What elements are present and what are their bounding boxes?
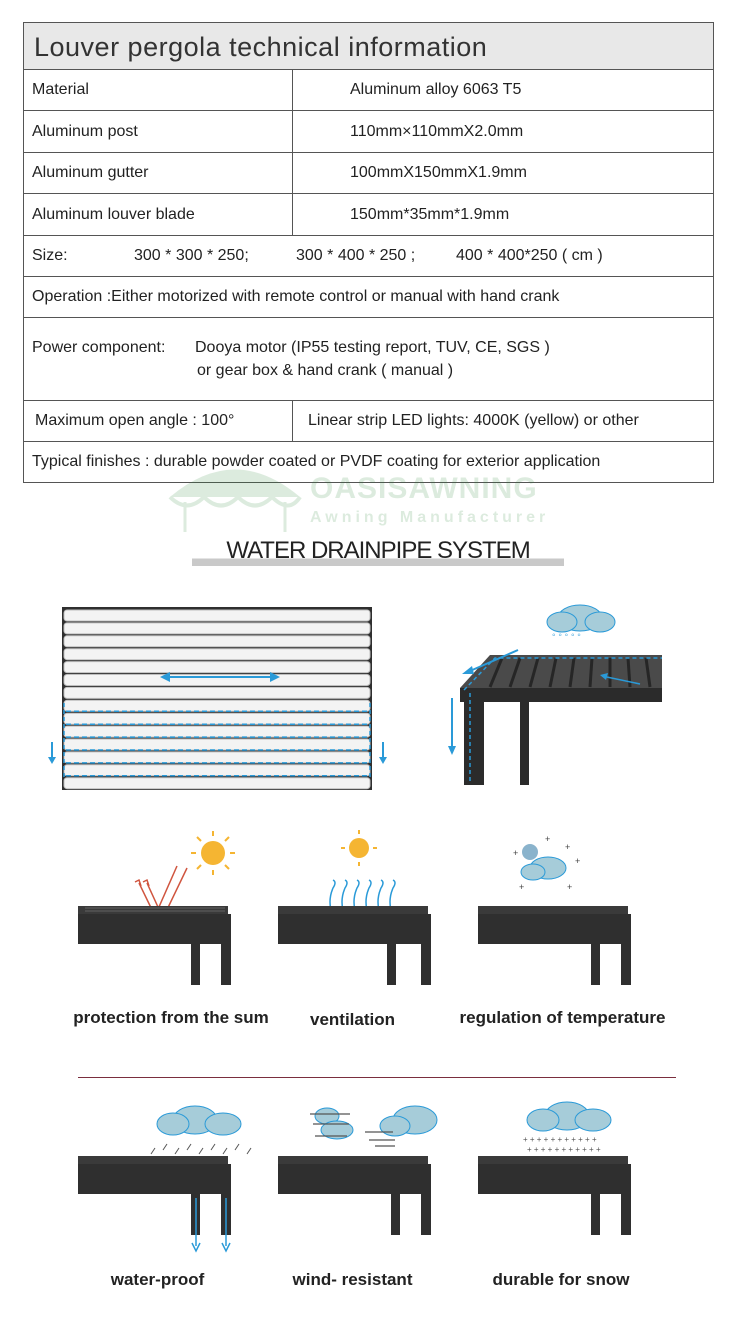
size-cell bbox=[24, 236, 713, 276]
size-label: Size: bbox=[32, 247, 68, 264]
gutter-label: Aluminum gutter bbox=[24, 153, 293, 193]
material-label: Material bbox=[24, 70, 293, 110]
night-cloud-icon bbox=[513, 834, 580, 892]
svg-text:+ + + + + + + + + + +: + + + + + + + + + + + bbox=[523, 1135, 597, 1144]
pergola-rain-diagram bbox=[440, 598, 670, 798]
louver-blade bbox=[64, 687, 370, 698]
power-label: Power component: bbox=[32, 338, 166, 356]
louver-blade bbox=[64, 765, 370, 776]
row-gutter bbox=[24, 153, 713, 194]
svg-text:+: + bbox=[575, 856, 581, 866]
row-size bbox=[24, 236, 713, 277]
spec-table bbox=[23, 22, 714, 483]
svg-text:+: + bbox=[565, 842, 571, 852]
svg-text:+: + bbox=[545, 834, 551, 844]
louver-blade bbox=[64, 662, 370, 673]
louver-blade bbox=[64, 726, 370, 737]
section-title: WATER DRAINPIPE SYSTEM bbox=[192, 536, 564, 566]
louver-blade bbox=[64, 700, 370, 711]
rain-cloud-icon bbox=[151, 1106, 251, 1154]
table-title: Louver pergola technical information bbox=[24, 23, 713, 70]
label-wind: wind- resistant bbox=[292, 1270, 413, 1289]
louver-blade bbox=[64, 623, 370, 634]
watermark-brand: OASISAWNING bbox=[310, 472, 538, 505]
louver-blade bbox=[64, 649, 370, 660]
svg-text:+: + bbox=[567, 882, 573, 892]
louver-blade bbox=[64, 752, 370, 763]
louver-blade bbox=[64, 778, 370, 789]
post-label: Aluminum post bbox=[24, 111, 293, 152]
row-angle bbox=[24, 401, 713, 442]
finishes-text: Typical finishes : durable powder coated or PVDF coating for exterior application bbox=[32, 453, 601, 470]
material-value: Aluminum alloy 6063 T5 bbox=[350, 81, 522, 98]
snow-diagram bbox=[475, 1098, 645, 1268]
svg-text:+: + bbox=[513, 848, 519, 858]
svg-text:+: + bbox=[519, 882, 525, 892]
row-blade bbox=[24, 194, 713, 236]
size-option-1: 300 * 300 * 250; bbox=[134, 247, 249, 264]
svg-text:◦ ◦ ◦ ◦ ◦: ◦ ◦ ◦ ◦ ◦ bbox=[552, 630, 581, 641]
row-power bbox=[24, 318, 713, 401]
power-line-1: Dooya motor (IP55 testing report, TUV, CE, SGS ) bbox=[195, 338, 550, 356]
row-material bbox=[24, 70, 713, 111]
rain-cloud-icon bbox=[547, 605, 615, 641]
snow-cloud-icon bbox=[523, 1102, 611, 1164]
watermark-sub: Awning Manufacturer bbox=[310, 509, 550, 526]
louver-blade bbox=[64, 739, 370, 750]
label-waterproof: water-proof bbox=[110, 1270, 205, 1289]
wind-diagram bbox=[275, 1098, 445, 1268]
divider bbox=[78, 1077, 676, 1078]
watermark bbox=[165, 452, 585, 542]
size-option-3: 400 * 400*250 ( cm ) bbox=[456, 247, 603, 264]
post-value: 110mm×110mmX2.0mm bbox=[350, 122, 524, 140]
svg-text:+ + + + + + + + + + +: + + + + + + + + + + + bbox=[527, 1145, 601, 1154]
awning-logo-icon bbox=[165, 452, 305, 542]
label-temperature: regulation of temperature bbox=[459, 1008, 666, 1027]
blade-label: Aluminum louver blade bbox=[24, 194, 293, 235]
power-line-2: or gear box & hand crank ( manual ) bbox=[197, 361, 454, 379]
led-text: Linear strip LED lights: 4000K (yellow) or other bbox=[308, 412, 639, 429]
sun-icon bbox=[191, 831, 235, 875]
sun-protection-diagram bbox=[75, 828, 265, 988]
waterproof-diagram bbox=[75, 1098, 255, 1268]
louver-blades-diagram bbox=[50, 607, 370, 792]
sun-icon bbox=[341, 830, 377, 866]
row-operation bbox=[24, 277, 713, 318]
louver-blade bbox=[64, 610, 370, 621]
wind-cloud-icon bbox=[310, 1106, 437, 1146]
label-ventilation: ventilation bbox=[309, 1010, 395, 1029]
power-cell bbox=[24, 318, 550, 400]
louver-blade bbox=[64, 636, 370, 647]
louver-blade bbox=[64, 713, 370, 724]
blade-value: 150mm*35mm*1.9mm bbox=[350, 205, 510, 223]
angle-text: Maximum open angle : 100° bbox=[24, 401, 293, 441]
label-sun: protection from the sum bbox=[73, 1008, 269, 1027]
row-post bbox=[24, 111, 713, 153]
label-snow: durable for snow bbox=[492, 1270, 630, 1289]
size-option-2: 300 * 400 * 250 ; bbox=[296, 247, 416, 264]
gutter-value: 100mmX150mmX1.9mm bbox=[350, 164, 527, 181]
operation-text: Operation :Either motorized with remote control or manual with hand crank bbox=[32, 288, 560, 305]
ventilation-diagram bbox=[275, 828, 435, 988]
temperature-diagram bbox=[475, 828, 635, 988]
